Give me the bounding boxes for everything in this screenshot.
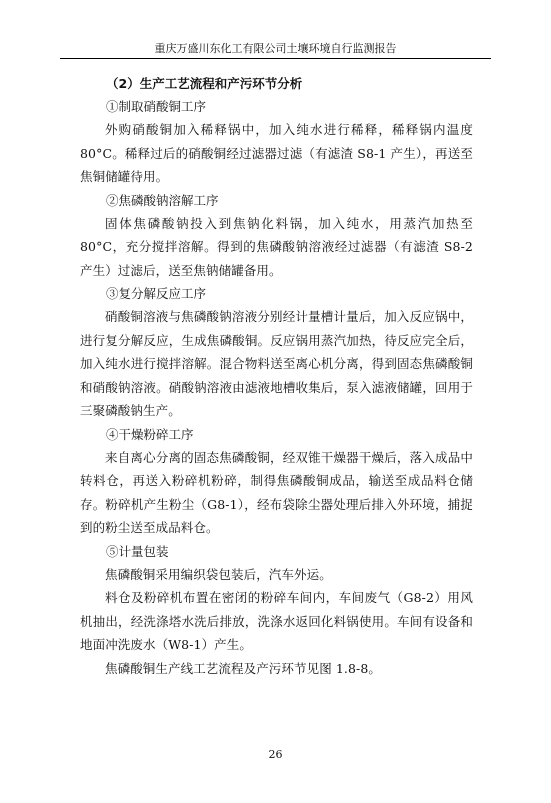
step-5-paragraph-figure-ref: 焦磷酸铜生产线工艺流程及产污环节见图 1.8-8。: [105, 660, 382, 676]
section-heading: （2）生产工艺流程和产污环节分析: [106, 76, 303, 91]
step-3-label: ③复分解反应工序: [106, 286, 207, 301]
step-5-paragraph-exhaust: 料仓及粉碎机布置在密闭的粉碎车间内，车间废气（G8-2）用风机抽出，经洗涤塔水洗后排放，洗涤水返回化料锅使用。车间有设备和地面冲洗废水（W8-1）产生。: [80, 590, 473, 652]
step-5-label: ⑤计量包装: [106, 543, 169, 559]
step-4-label: ④干燥粉碎工序: [106, 426, 194, 442]
header-rule: [60, 58, 491, 59]
page-number: 26: [268, 748, 283, 761]
step-2-paragraph: 固体焦磷酸钠投入到焦钠化料锅，加入纯水，用蒸汽加热至 80°C，充分搅拌溶解。得到的焦磷酸钠溶液经过滤器（有滤渣 S8-2 产生）过滤后，送至焦钠储罐备用。: [80, 215, 473, 278]
step-3-paragraph: 硝酸铜溶液与焦磷酸钠溶液分别经计量槽计量后，加入反应锅中，进行复分解反应，生成焦磷酸铜。反应锅用蒸汽加热，待反应完全后，加入纯水进行搅拌溶解。混合物料送至离心机分离，得到固态焦磷酸铜和硝酸钠溶液。硝酸钠溶液由滤液地槽收集后，泵入滤液储罐，回用于三聚磷酸钠生产。: [80, 309, 473, 418]
main-content: [80, 72, 473, 680]
step-1-paragraph: 外购硝酸铜加入稀释锅中，加入纯水进行稀释，稀释锅内温度80°C。稀释过后的硝酸铜经过滤器过滤（有滤渣 S8-1 产生），再送至焦铜储罐待用。: [80, 122, 473, 184]
page-header: 重庆万盛川东化工有限公司土壤环境自行监测报告: [154, 42, 397, 55]
step-2-label: ②焦磷酸钠溶解工序: [106, 192, 219, 208]
step-5-paragraph-packaging: 焦磷酸铜采用编织袋包装后，汽车外运。: [105, 566, 332, 582]
step-1-label: ①制取硝酸铜工序: [106, 99, 207, 114]
step-4-paragraph: 来自离心分离的固态焦磷酸铜，经双锥干燥器干燥后，落入成品中转料仓，再送入粉碎机粉碎，制得焦磷酸铜成品，输送至成品料仓储存。粉碎机产生粉尘（G8-1），经布袋除尘器处理后排入外环境，捕捉到的粉尘送至成品料仓。: [80, 449, 473, 535]
